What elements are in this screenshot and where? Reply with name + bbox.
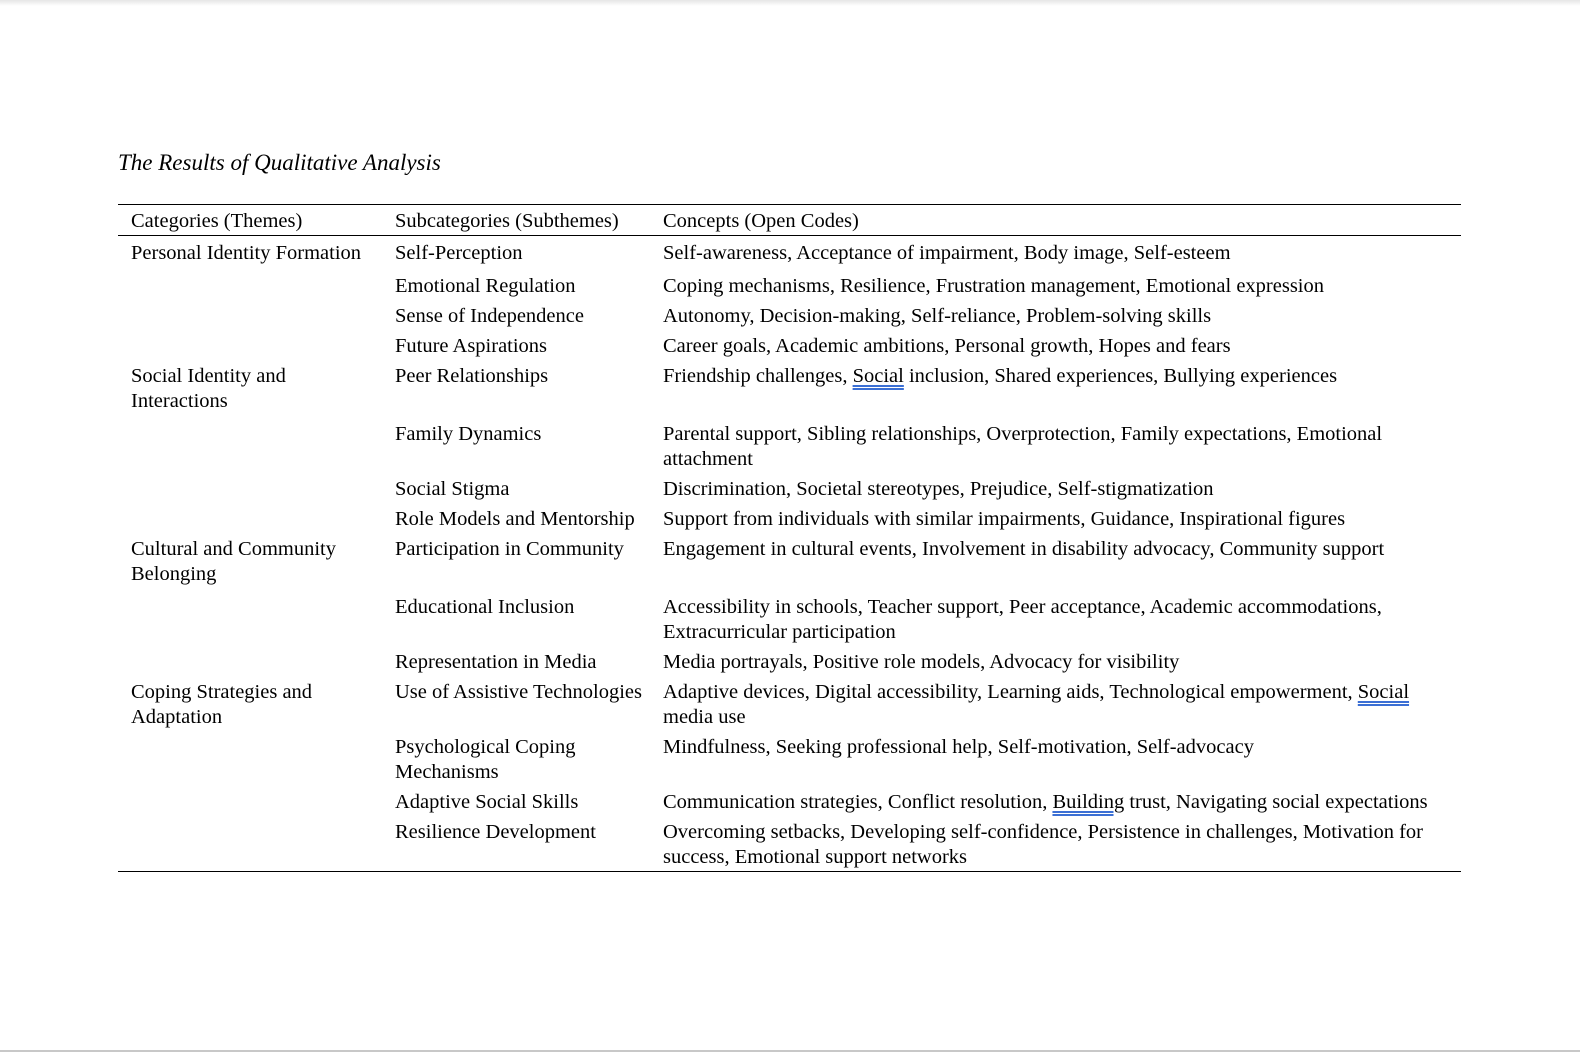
- concepts-cell: Discrimination, Societal stereotypes, Prejudice, Self-stigmatization: [663, 478, 1214, 500]
- table-row: [118, 676, 1461, 731]
- concepts-text: trust, Navigating social expectations: [1124, 791, 1428, 813]
- table-row: [118, 473, 1461, 503]
- header-concepts: Concepts (Open Codes): [650, 205, 1461, 236]
- page-top-shadow: [0, 0, 1580, 6]
- concepts-cell: [650, 786, 1461, 816]
- category-cell: Social Identity and Interactions: [131, 365, 286, 412]
- spellcheck-flagged-word[interactable]: Social: [1357, 681, 1410, 703]
- results-table-container: [118, 204, 1461, 872]
- concepts-cell: Coping mechanisms, Resilience, Frustration management, Emotional expression: [663, 275, 1324, 297]
- category-cell: [118, 646, 382, 676]
- table-row: [118, 816, 1461, 872]
- table-row: [118, 503, 1461, 533]
- concepts-cell: Mindfulness, Seeking professional help, Self-motivation, Self-advocacy: [663, 736, 1254, 758]
- table-row: [118, 786, 1461, 816]
- category-cell: Coping Strategies and Adaptation: [131, 681, 313, 728]
- table-row: [118, 646, 1461, 676]
- table-row: [118, 360, 1461, 418]
- table-header-row: [118, 205, 1461, 236]
- subcategory-cell: Social Stigma: [395, 478, 510, 500]
- subcategory-cell: Emotional Regulation: [395, 275, 576, 297]
- category-cell: [118, 591, 382, 646]
- concepts-cell: [650, 360, 1461, 418]
- category-cell: [118, 731, 382, 786]
- concepts-text: Communication strategies, Conflict resolution,: [663, 791, 1053, 813]
- subcategory-cell: Psychological Coping Mechanisms: [395, 736, 576, 783]
- table-row: [118, 270, 1461, 300]
- concepts-cell: Parental support, Sibling relationships, Overprotection, Family expectations, Emotional attachment: [663, 423, 1383, 470]
- subcategory-cell: Sense of Independence: [395, 305, 584, 327]
- table-row: [118, 591, 1461, 646]
- concepts-cell: [650, 676, 1461, 731]
- spellcheck-flagged-word[interactable]: Building: [1052, 791, 1125, 813]
- table-row: [118, 300, 1461, 330]
- category-cell: Personal Identity Formation: [131, 242, 362, 264]
- concepts-text: inclusion, Shared experiences, Bullying experiences: [903, 365, 1338, 387]
- subcategory-cell: Participation in Community: [395, 538, 624, 560]
- table-row: [118, 418, 1461, 473]
- subcategory-cell: Educational Inclusion: [395, 596, 575, 618]
- subcategory-cell: Family Dynamics: [395, 423, 542, 445]
- concepts-text: Adaptive devices, Digital accessibility, Learning aids, Technological empowerment,: [663, 681, 1358, 703]
- category-cell: [118, 816, 382, 872]
- subcategory-cell: Future Aspirations: [395, 335, 548, 357]
- table-row: [118, 533, 1461, 591]
- subcategory-cell: Role Models and Mentorship: [395, 508, 635, 530]
- subcategory-cell: Resilience Development: [395, 821, 596, 843]
- concepts-cell: Career goals, Academic ambitions, Personal growth, Hopes and fears: [663, 335, 1231, 357]
- concepts-cell: Support from individuals with similar impairments, Guidance, Inspirational figures: [663, 508, 1346, 530]
- table-caption: The Results of Qualitative Analysis: [118, 150, 441, 175]
- category-cell: [118, 418, 382, 473]
- concepts-text: media use: [663, 706, 746, 728]
- header-subcategories: Subcategories (Subthemes): [382, 205, 650, 236]
- subcategory-cell: Adaptive Social Skills: [395, 791, 579, 813]
- spellcheck-flagged-word[interactable]: Social: [852, 365, 904, 387]
- category-cell: [118, 473, 382, 503]
- table-row: [118, 236, 1461, 271]
- concepts-cell: Autonomy, Decision-making, Self-reliance, Problem-solving skills: [663, 305, 1212, 327]
- subcategory-cell: Self-Perception: [395, 242, 523, 264]
- subcategory-cell: Peer Relationships: [395, 365, 549, 387]
- category-cell: [118, 786, 382, 816]
- concepts-cell: Self-awareness, Acceptance of impairment, Body image, Self-esteem: [663, 242, 1231, 264]
- category-cell: [118, 330, 382, 360]
- concepts-cell: Engagement in cultural events, Involvement in disability advocacy, Community support: [663, 538, 1385, 560]
- category-cell: [118, 503, 382, 533]
- concepts-cell: Overcoming setbacks, Developing self-confidence, Persistence in challenges, Motivation for success, Emotional support networks: [663, 821, 1423, 868]
- table-row: [118, 330, 1461, 360]
- table-row: [118, 731, 1461, 786]
- header-categories: Categories (Themes): [118, 205, 382, 236]
- category-cell: [118, 270, 382, 300]
- category-cell: [118, 300, 382, 330]
- subcategory-cell: Representation in Media: [395, 651, 597, 673]
- qualitative-results-table: [118, 204, 1461, 872]
- category-cell: Cultural and Community Belonging: [131, 538, 336, 585]
- concepts-cell: Media portrayals, Positive role models, Advocacy for visibility: [663, 651, 1180, 673]
- concepts-text: Friendship challenges,: [663, 365, 853, 387]
- concepts-cell: Accessibility in schools, Teacher support, Peer acceptance, Academic accommodations, Extracurricular participation: [663, 596, 1382, 643]
- subcategory-cell: Use of Assistive Technologies: [395, 681, 643, 703]
